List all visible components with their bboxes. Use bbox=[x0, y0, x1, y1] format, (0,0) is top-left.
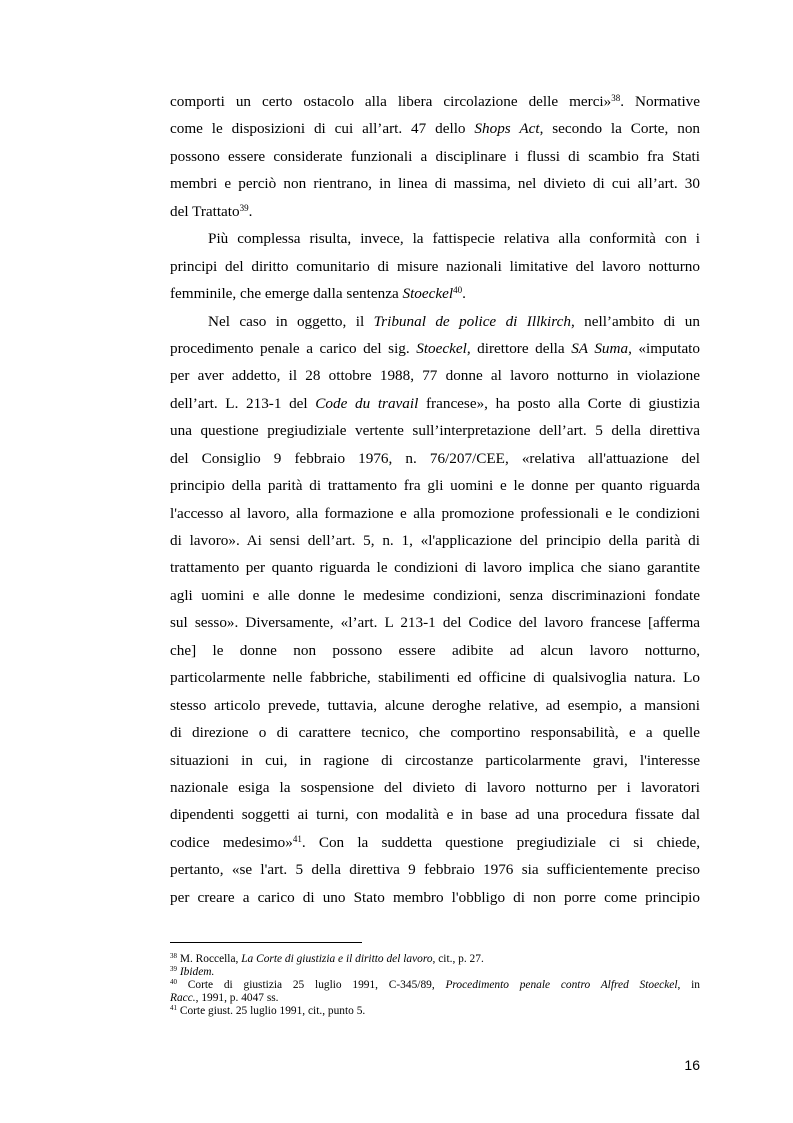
text-line: femminile, che emerge dalla sentenza Stoeckel$^{40}$. bbox=[170, 285, 466, 303]
text-line: Nel caso in oggetto, il Tribunal de police di Illkirch, nell’ambito di un bbox=[208, 312, 700, 330]
footnote-38: $^{38}$ M. Roccella, La Corte di giustizia e il diritto del lavoro, cit., p. 27. bbox=[170, 952, 484, 965]
text-line: nazionale esiga la sospensione del divieto di lavoro notturno per i lavoratori bbox=[170, 778, 700, 796]
body-text bbox=[170, 91, 700, 914]
text-line: particolarmente nelle fabbriche, stabilimenti ed officine di qualsivoglia natura. Lo bbox=[170, 669, 700, 687]
text-line: possono essere considerate funzionali a disciplinare i flussi di scambio fra Stati bbox=[170, 147, 700, 165]
text-line: dell’art. L. 213-1 del Code du travail francese», ha posto alla Corte di giustizia bbox=[170, 394, 701, 412]
text-line: una questione pregiudiziale vertente sull’interpretazione dell’art. 5 della direttiva bbox=[170, 422, 700, 440]
footnote-39: $^{39}$ Ibidem. bbox=[170, 965, 215, 978]
footnote-ref-39[interactable]: 39 bbox=[239, 202, 249, 213]
text-line: principi del diritto comunitario di misure nazionali limitative del lavoro notturno bbox=[170, 257, 700, 275]
text-line: dipendenti soggetti ai turni, con modalità e in base ad una procedura fissate dal bbox=[170, 806, 700, 824]
footnote-40-cont: Racc., 1991, p. 4047 ss. bbox=[170, 992, 279, 1004]
text-line: l'accesso al lavoro, alla formazione e alla promozione professionali e le condizioni bbox=[170, 504, 700, 522]
footnote-ref-38[interactable]: 38 bbox=[611, 93, 621, 103]
text-line: Più complessa risulta, invece, la fattispecie relativa alla conformità con i bbox=[208, 230, 700, 248]
text-line: membri e perciò non rientrano, in linea di massima, nel divieto di cui all’art. 30 bbox=[170, 175, 700, 193]
text-line: codice medesimo»$^{41}$. Con la suddetta questione pregiudiziale ci si chiede, bbox=[170, 833, 701, 851]
footnote-41: $^{41}$ Corte giust. 25 luglio 1991, cit., punto 5. bbox=[170, 1004, 366, 1017]
text-line: per aver addetto, il 28 ottobre 1988, 77 donne al lavoro notturno in violazione bbox=[170, 367, 700, 385]
page-number: 16 bbox=[684, 1057, 700, 1073]
text-line: del Consiglio 9 febbraio 1976, n. 76/207/CEE, «relativa all'attuazione del bbox=[170, 449, 700, 467]
text-line: situazioni in cui, in ragione di circostanze particolarmente gravi, l'interesse bbox=[170, 751, 700, 769]
text-line: procedimento penale a carico del sig. Stoeckel, direttore della SA Suma, «imputato bbox=[170, 339, 700, 357]
footnote-ref-40[interactable]: 40 bbox=[453, 285, 463, 296]
text-line: del Trattato$^{39}$. bbox=[170, 202, 253, 220]
text-line: di lavoro». Ai sensi dell’art. 5, n. 1, «l'applicazione del principio della parità di bbox=[170, 532, 700, 549]
text-line: sul sesso». Diversamente, «l’art. L 213-1 del Codice del lavoro francese [afferma bbox=[170, 614, 700, 632]
text-line: stesso articolo prevede, tuttavia, alcune deroghe relative, ad esempio, a mansioni bbox=[170, 696, 700, 714]
text-line: comporti un certo ostacolo alla libera circolazione delle merci»$^{38}$. Normative bbox=[170, 93, 700, 110]
text-line: agli uomini e alle donne le medesime condizioni, senza discriminazioni fondate bbox=[170, 586, 700, 604]
text-line: principio della parità di trattamento fra gli uomini e le donne per quanto riguarda bbox=[170, 477, 700, 495]
footnotes bbox=[170, 953, 700, 1018]
text-line: pertanto, «se l'art. 5 della direttiva 9 febbraio 1976 sia sufficientemente preciso bbox=[170, 861, 700, 879]
footnote-separator bbox=[170, 942, 362, 943]
footnote-ref-41[interactable]: 41 bbox=[292, 833, 302, 844]
text-line: che] le donne non possono essere adibite ad alcun lavoro notturno, bbox=[170, 641, 700, 659]
text-line: per creare a carico di uno Stato membro l'obbligo di non porre come principio bbox=[170, 888, 700, 906]
text-line: di direzione o di carattere tecnico, che comportino responsabilità, e a quelle bbox=[170, 724, 700, 742]
text-line: trattamento per quanto riguarda le condizioni di lavoro implica che siano garantite bbox=[170, 559, 700, 577]
text-line: come le disposizioni di cui all’art. 47 dello Shops Act, secondo la Corte, non bbox=[170, 120, 701, 138]
footnote-40: $^{40}$ Corte di giustizia 25 luglio 1991, C-345/89, Procedimento penale contro Alfred Stoeckel, in bbox=[170, 978, 700, 991]
